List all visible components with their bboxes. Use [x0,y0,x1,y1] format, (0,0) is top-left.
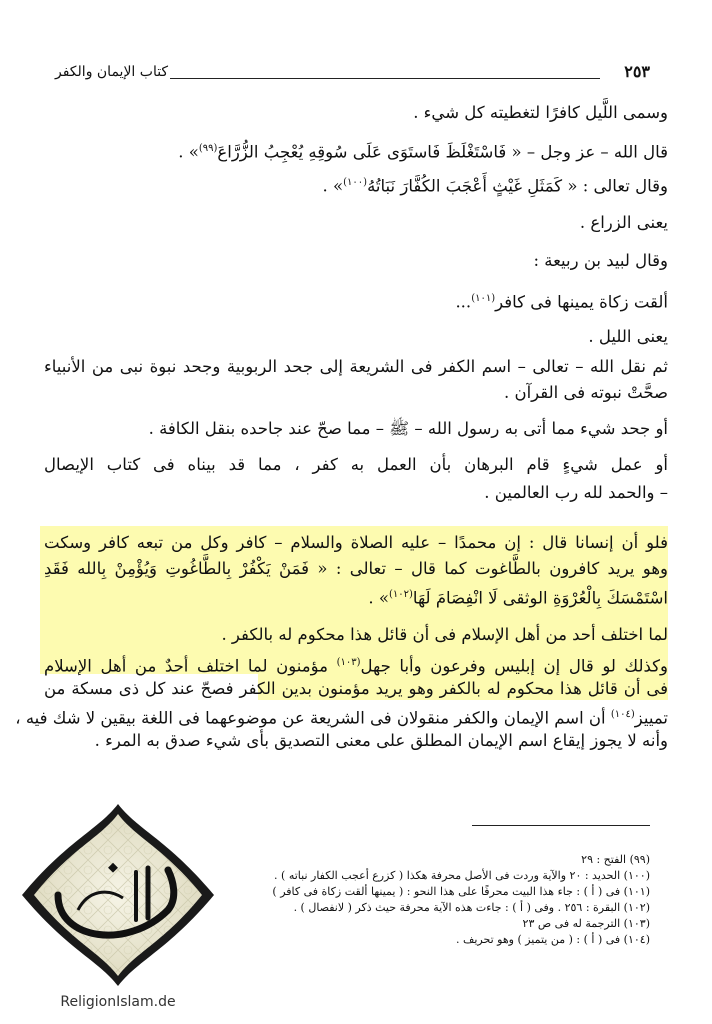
text-line [484,482,668,504]
text-line [413,102,668,124]
line-text: مؤمنون لما اختلف أحدٌ من أهل الإسلام [44,656,328,676]
text-line [44,356,668,378]
footnote: (١٠٢) البقرة : ٢٥٦ . وفى ( أ ) : جاءت هذه الآية محرفة حيث ذكر ( لانفصال ) . [293,901,650,914]
line-text: وأنه لا يجوز إيقاع اسم الإيمان المطلق على معنى التصديق بأى شيء صدق به المرء . [94,731,668,750]
line-tail: » . [322,176,344,196]
footnote-ref[interactable]: (١٠١) [471,293,496,304]
line-text: صحَّتْ نبوته فى القرآن . [503,383,668,402]
line-tail: » . [178,142,199,162]
text-line [533,250,668,272]
line-text: أو عمل شيءٍ قام البرهان بأن العمل به كفر ، مما قد بيناه فى كتاب الإيصال [44,455,668,474]
line-text: وهو يريد كافرون بالطَّاغوت كما قال – تعالى : « فَمَنْ يَكْفُرْ بِالطَّاغُوتِ وَيُؤْمِنْ بِالله فَقَدِ [44,559,668,578]
line-text: قال الله – عز وجل – « فَاسْتَغْلَظَ فَاستَوَى عَلَى سُوقِهِ يُعْجِبُ الزُّرَّاعَ [217,142,668,162]
line-text: وكذلك لو قال إن إبليس وفرعون وأبا جهل [360,656,668,676]
footnote-ref[interactable]: (٩٩) [198,143,218,154]
line-text: اسْتَمْسَكَ بِالْعُرْوَةِ الوثقى لَا انْفِصَامَ لَهَا [412,588,668,608]
text-line [44,532,668,554]
page-header [40,62,670,90]
line-tail: » . [368,588,389,608]
footnote: (١٠٣) الترجمة له فى ص ٢٣ [522,917,650,930]
line-text: وقال تعالى : « كَمَثَلِ غَيْثٍ أَعْجَبَ الكُفَّارَ نَبَاتُهُ [367,176,668,196]
footnote: (٩٩) الفتح : ٢٩ [581,853,650,866]
footnote: (١٠٠) الحديد : ٢٠ والآية وردت فى الأصل محرفة هكذا ( كزرع أعجب الكفار نباته ) . [274,869,650,882]
page-number: ٢٥٣ [624,62,650,81]
line-text: فصحّ عند كل ذى مسكة من [44,679,234,698]
text-line [323,172,668,198]
text-line [588,326,668,348]
header-rule [170,78,600,79]
line-text: تمييز [634,708,668,728]
text-line [149,418,668,440]
line-text: فى أن قائل هذا محكوم له بالكفر وهو يريد مؤمنون بدين الكفر [239,679,668,698]
text-line [44,454,668,476]
line-text: فلو أن إنسانا قال : إن محمدًا – عليه الصلاة والسلام – كافر وكل من تبعه كافر وسكت [44,533,668,552]
text-line [455,288,668,314]
line-text: – والحمد لله رب العالمين . [484,483,668,502]
footnote-ref[interactable]: (١٠٠) [343,177,368,188]
footnote-ref[interactable]: (١٠٢) [388,589,413,600]
text-line [580,212,668,234]
text-line [368,584,668,610]
text-line [221,624,668,646]
line-text: وقال لبيد بن ربيعة : [533,251,668,270]
line-tail: ... [455,292,472,312]
line-text: أو جحد شيء مما أتى به رسول الله – ﷺ – مما صحّ عند جاحده بنقل الكافة . [148,419,668,438]
line-text: ثم نقل الله – تعالى – اسم الكفر فى الشريعة إلى جحد الربوبية وجحد نبوة نبى من الأنبياء [44,357,668,376]
text-line [15,704,668,730]
text-line [44,678,668,700]
line-text: أن اسم الإيمان والكفر منقولان فى الشريعة عن موضوعهما فى اللغة بيقين لا شك فيه ، [15,708,606,728]
footnote-rule [472,825,650,826]
text-line [178,138,668,164]
line-text: يعنى الزراع . [579,213,668,232]
text-line [44,558,668,580]
text-line [504,382,668,404]
text-line [95,730,668,752]
line-text: ألقت زكاة يمينها فى كافر [495,292,668,312]
footnote: (١٠٤) فى ( أ ) : ( من يتميز ) وهو تحريف . [455,933,650,946]
line-text: وسمى اللَّيل كافرًا لتغطيته كل شيء . [413,103,668,122]
line-text: لما اختلف أحد من أهل الإسلام فى أن قائل هذا محكوم له بالكفر . [221,625,668,644]
line-text: يعنى الليل . [588,327,668,346]
footnote-ref[interactable]: (١٠٣) [336,657,361,668]
text-line [44,652,668,678]
watermark-site-name: ReligionIslam.de [60,994,176,1010]
footnote-ref[interactable]: (١٠٤) [610,709,635,720]
running-title: كتاب الإيمان والكفر [55,64,169,80]
footnote: (١٠١) فى ( أ ) : جاء هذا البيت محرفًا على هذا النحو : ( يمينها ألقت زكاة فى كافر ) [272,885,650,898]
watermark-logo-icon [18,800,218,990]
